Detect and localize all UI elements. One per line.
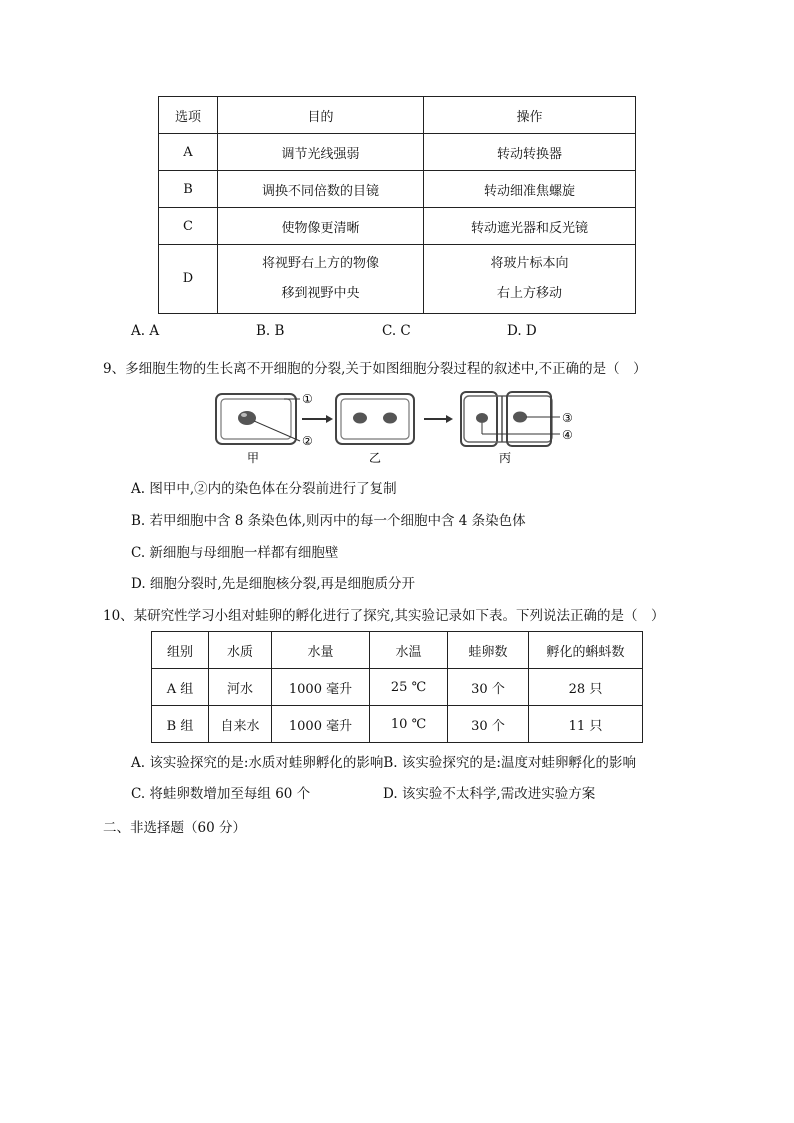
table-cell: A 组 [152,669,209,706]
label-3: ③ [562,411,573,425]
table-cell: 11 只 [529,706,643,743]
cell-line: 右上方移动 [496,286,562,301]
q10-option-c: C. 将蛙卵数增加至每组 60 个 [131,786,311,802]
header-cell: 水质 [209,632,272,669]
header-cell: 水温 [370,632,448,669]
label-2: ② [302,434,313,448]
table-cell: 30 个 [448,706,529,743]
header-cell: 孵化的蝌蚪数 [529,632,643,669]
table-cell: 1000 毫升 [272,669,370,706]
table-row [159,134,636,171]
table-cell: 转动遮光器和反光镜 [424,208,636,245]
table-cell [218,245,424,314]
table-cell: A [159,134,218,171]
table-cell: 河水 [209,669,272,706]
header-cell: 目的 [218,97,424,134]
q10-options-ab [131,751,636,771]
table-header-row [159,97,636,134]
q8-option-b: B. B [256,323,285,339]
table-cell: 1000 毫升 [272,706,370,743]
table-cell: 调换不同倍数的目镜 [218,171,424,208]
table-cell: 使物像更清晰 [218,208,424,245]
table-row [152,669,643,706]
table-row [159,208,636,245]
caption-bing: 丙 [499,451,512,465]
table-cell: 自来水 [209,706,272,743]
q9-option-b: B. 若甲细胞中含 8 条染色体,则丙中的每一个细胞中含 4 条染色体 [131,513,526,529]
cell-division-figure [214,388,584,468]
frog-egg-table [151,631,643,743]
microscope-table [158,96,636,314]
table-cell: 调节光线强弱 [218,134,424,171]
table-cell: 10 ℃ [370,706,448,743]
label-1: ① [302,392,313,406]
caption-jia: 甲 [247,451,260,465]
table-row [159,171,636,208]
header-cell: 组别 [152,632,209,669]
header-cell: 水量 [272,632,370,669]
table-cell: 30 个 [448,669,529,706]
q10-option-b: B. 该实验探究的是:温度对蛙卵孵化的影响 [383,755,636,771]
caption-yi: 乙 [369,451,382,465]
cell-bing [461,392,560,446]
q8-option-a: A. A [131,323,160,339]
q8-option-d: D. D [507,323,537,339]
header-cell: 选项 [159,97,218,134]
q10-option-a: A. 该实验探究的是:水质对蛙卵孵化的影响 [131,755,384,771]
q9-option-a: A. 图甲中,②内的染色体在分裂前进行了复制 [131,481,397,497]
cell-line: 将视野右上方的物像 [261,256,379,271]
table-cell: 28 只 [529,669,643,706]
section-title: 二、非选择题（60 分） [103,820,246,836]
cell-line: 将玻片标本向 [490,256,569,271]
table-cell: D [159,245,218,314]
table-cell: 转动转换器 [424,134,636,171]
cell-line: 移到视野中央 [281,286,360,301]
q9-option-c: C. 新细胞与母细胞一样都有细胞壁 [131,545,339,561]
header-cell: 操作 [424,97,636,134]
q8-option-c: C. C [382,323,411,339]
cell-jia [216,394,300,444]
table-row [159,245,636,314]
table-cell: C [159,208,218,245]
q10-option-d: D. 该实验不太科学,需改进实验方案 [383,786,596,802]
table-cell: B [159,171,218,208]
table-row [152,706,643,743]
table-cell: 转动细准焦螺旋 [424,171,636,208]
table-cell: B 组 [152,706,209,743]
table-cell [424,245,636,314]
q9-option-d: D. 细胞分裂时,先是细胞核分裂,再是细胞质分开 [131,576,416,592]
header-cell: 蛙卵数 [448,632,529,669]
q9-stem: 9、多细胞生物的生长离不开细胞的分裂,关于如图细胞分裂过程的叙述中,不正确的是（ ） [103,361,647,377]
cell-division-diagram [214,388,584,468]
q10-stem: 10、某研究性学习小组对蛙卵的孵化进行了探究,其实验记录如下表。下列说法正确的是（ ） [103,608,665,624]
cell-yi [336,394,414,444]
label-4: ④ [562,428,573,442]
table-header-row [152,632,643,669]
table-cell: 25 ℃ [370,669,448,706]
